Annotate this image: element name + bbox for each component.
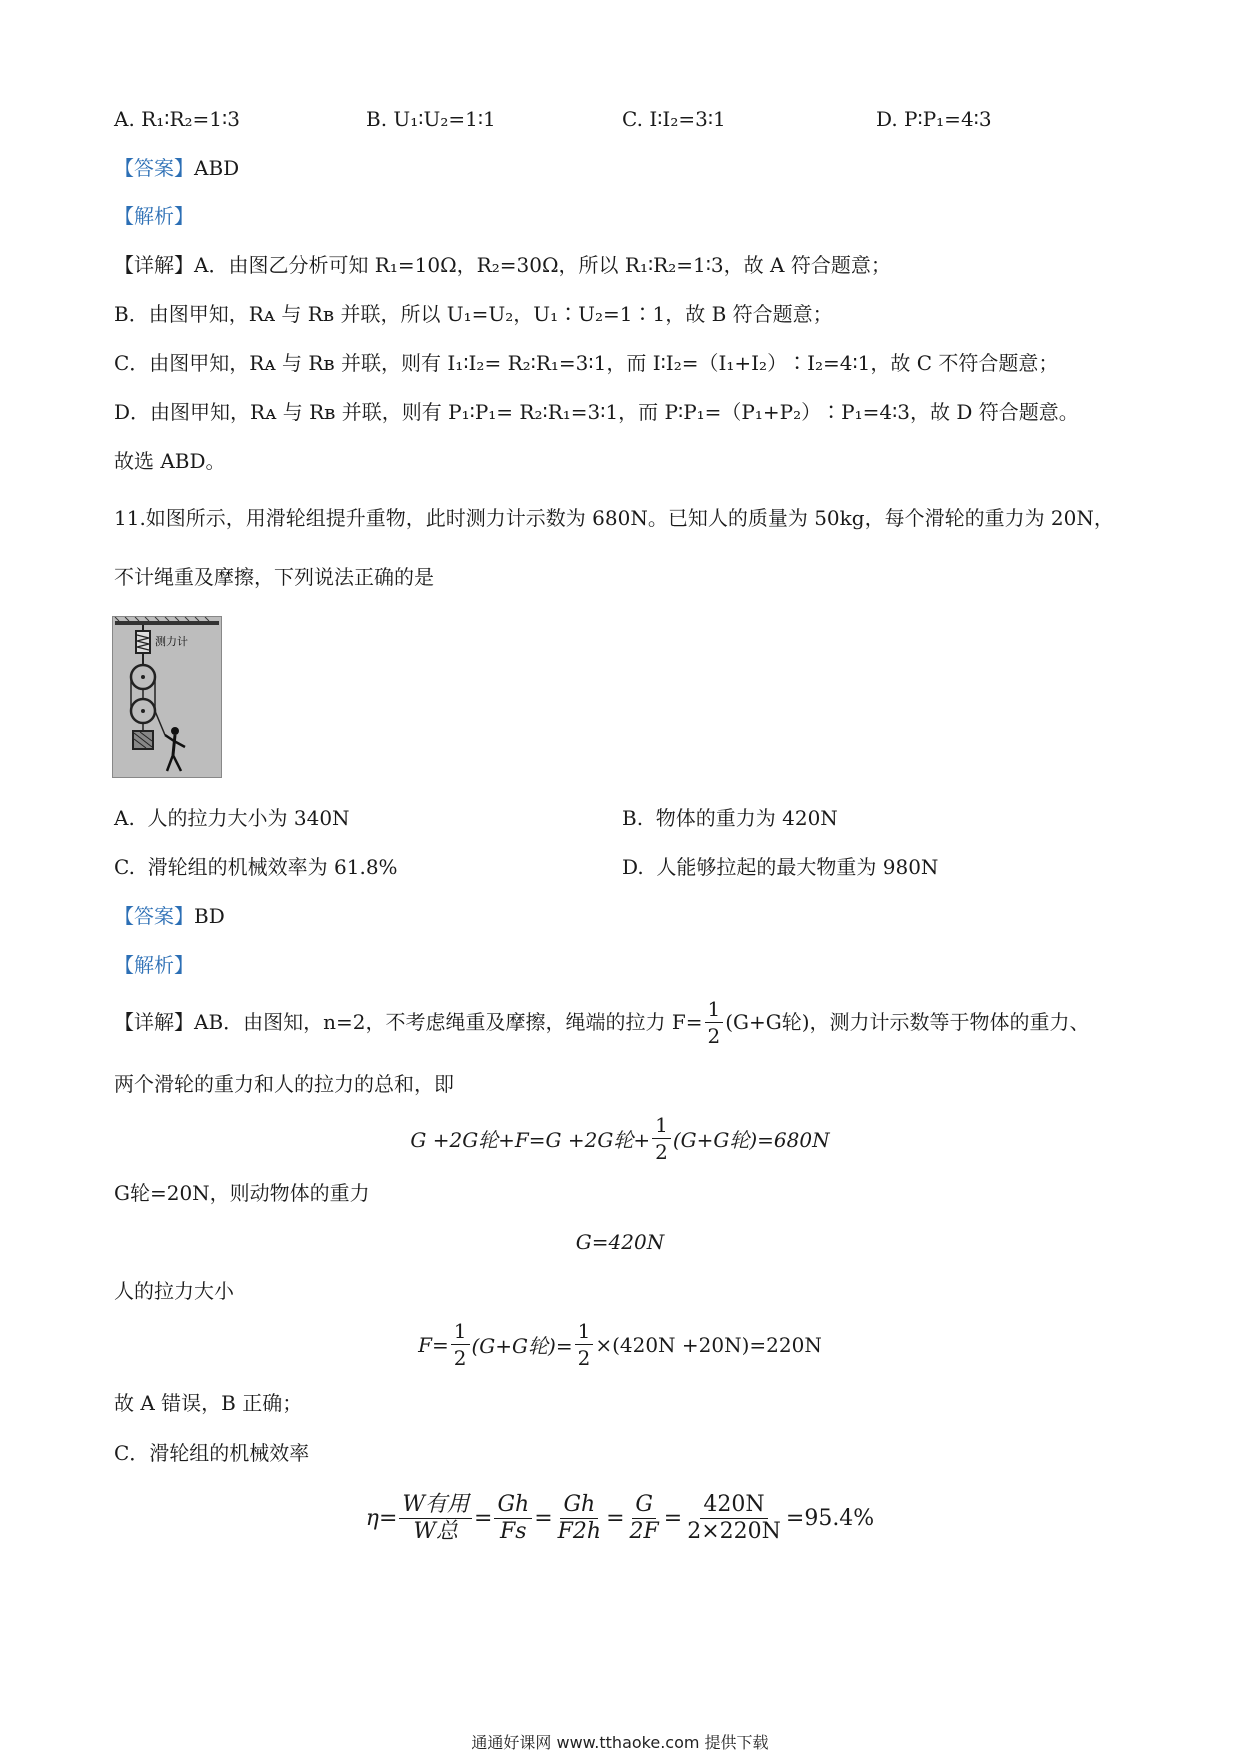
q11-option-b: B. 物体的重力为 420N	[622, 806, 838, 830]
q10-answer: 【答案】ABD	[114, 156, 240, 180]
q11-analysis-tag: 【解析】	[114, 953, 194, 977]
q11-detail-line2: 两个滑轮的重力和人的拉力的总和，即	[114, 1072, 454, 1096]
q10-option-a: A. R₁∶R₂=1∶3	[114, 107, 240, 131]
q11-stem-line1: 11.如图所示，用滑轮组提升重物，此时测力计示数为 680N。已知人的质量为 50kg，每个滑轮的重力为 20N，	[114, 506, 1114, 530]
q10-option-d: D. P∶P₁=4∶3	[876, 107, 992, 131]
q10-detail-d: D．由图甲知，Rᴀ 与 Rʙ 并联，则有 P₁∶P₁= R₂∶R₁=3∶1，而 P∶P₁=（P₁+P₂）∶P₁=4∶3，故 D 符合题意。	[114, 400, 1079, 424]
q11-detail-ab: 【详解】 AB．由图知，n=2，不考虑绳重及摩擦，绳端的拉力 F= $\frac{1}{2}$ (G+G轮)，测力计示数等于物体的重力、	[114, 996, 1090, 1048]
half-fraction: $\frac{1}{2}$	[705, 996, 724, 1049]
q10-detail-a: 【详解】A．由图乙分析可知 R₁=10Ω，R₂=30Ω，所以 R₁∶R₂=1∶3，故 A 符合题意；	[114, 253, 891, 277]
q10-option-c: C. I∶I₂=3∶1	[622, 107, 726, 131]
q11-answer: 【答案】BD	[114, 904, 225, 928]
pulley-diagram	[113, 617, 221, 777]
q11-option-a: A. 人的拉力大小为 340N	[114, 806, 350, 830]
q11-option-c: C. 滑轮组的机械效率为 61.8%	[114, 855, 398, 879]
page-footer: 通通好课网 www.tthaoke.com 提供下载	[471, 1733, 769, 1752]
q10-detail-b: B．由图甲知，Rᴀ 与 Rʙ 并联，所以 U₁=U₂，U₁∶U₂=1∶1，故 B 符合题意；	[114, 302, 833, 326]
q10-analysis-tag: 【解析】	[114, 204, 194, 228]
equation-pull-force: F= $\frac{1}{2}$ (G+G轮)= $\frac{1}{2}$ ×(420N +20N)=220N	[418, 1319, 822, 1370]
q11-ab-conclusion: 故 A 错误，B 正确；	[114, 1391, 303, 1415]
q10-detail-c: C．由图甲知，Rᴀ 与 Rʙ 并联，则有 I₁∶I₂= R₂∶R₁=3∶1，而 I∶I₂=（I₁+I₂）∶I₂=4∶1，故 C 不符合题意；	[114, 351, 1059, 375]
q11-efficiency-label: C．滑轮组的机械效率	[114, 1441, 310, 1465]
q10-option-b: B. U₁∶U₂=1∶1	[366, 107, 496, 131]
equation-efficiency: η= $\frac{\text{W有用}}{\text{W总}}$ = $\frac{Gh}{Fs}$ = $\frac{Gh}{F2h}$ = $\frac{G}{2F}$ = $\frac{420N}{2\times 220N}$ =95.4%	[365, 1492, 875, 1544]
q11-stem-line2: 不计绳重及摩擦，下列说法正确的是	[114, 565, 434, 589]
equation-object-weight: G=420N	[575, 1230, 665, 1254]
pulley-figure	[112, 616, 222, 778]
q11-pull-force-label: 人的拉力大小	[114, 1279, 234, 1303]
q11-option-d: D. 人能够拉起的最大物重为 980N	[622, 855, 939, 879]
q10-conclusion: 故选 ABD。	[114, 449, 226, 473]
q11-pulley-weight-line: G轮=20N，则动物体的重力	[114, 1181, 370, 1205]
equation-total-force: G +2G轮+F=G +2G轮+ $\frac{1}{2}$ (G+G轮)=680N	[410, 1113, 830, 1164]
spring-scale-label: 测力计	[155, 635, 188, 648]
